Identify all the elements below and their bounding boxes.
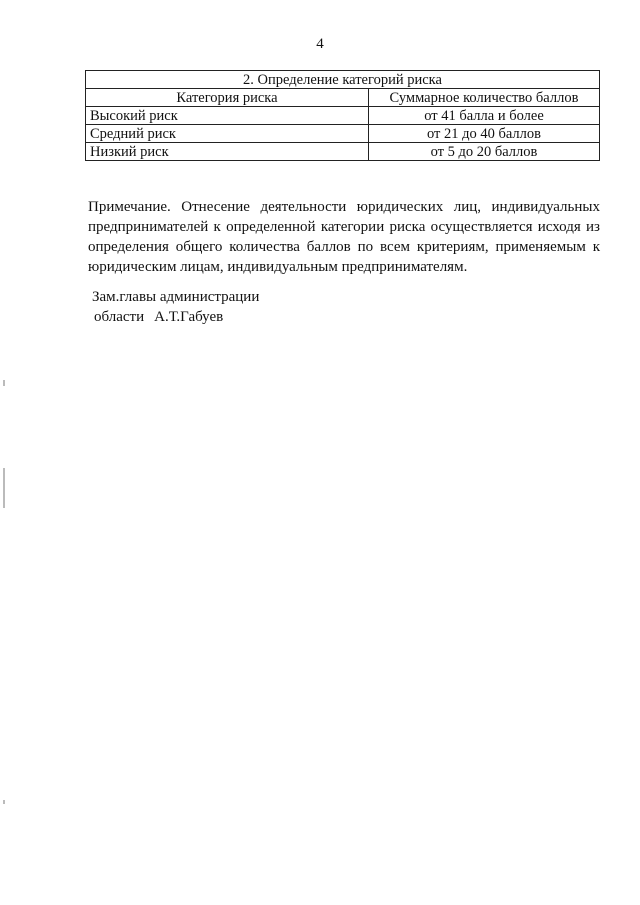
risk-points-cell: от 21 до 40 баллов (369, 125, 600, 143)
page-number: 4 (316, 36, 324, 52)
risk-category-cell: Низкий риск (86, 143, 369, 161)
column-header-points: Суммарное количество баллов (369, 89, 600, 107)
risk-category-cell: Средний риск (86, 125, 369, 143)
risk-points-cell: от 41 балла и более (369, 107, 600, 125)
risk-category-cell: Высокий риск (86, 107, 369, 125)
signature-position-line1: Зам.главы администрации (92, 289, 260, 305)
table-row (86, 125, 600, 143)
signer-name: А.Т.Габуев (154, 309, 224, 325)
table-title: 2. Определение категорий риска (86, 71, 600, 89)
signature-position-line2: области (94, 309, 145, 325)
table-row (86, 143, 600, 161)
scan-edge-mark (3, 380, 5, 386)
signature-block (92, 287, 259, 327)
risk-points-cell: от 5 до 20 баллов (369, 143, 600, 161)
table-title-row (86, 71, 600, 89)
table-row (86, 107, 600, 125)
scan-edge-mark (3, 468, 5, 508)
table-header-row (86, 89, 600, 107)
scan-edge-mark (3, 800, 5, 804)
risk-category-table (85, 70, 600, 161)
note-paragraph: Примечание. Отнесение деятельности юридических лиц, индивидуальных предпринимателей к определенной категории риска осуществляется исходя из определения общего количества баллов по всем критериям, применяемым к юридическим лицам, индивидуальным предпринимателям. (88, 199, 600, 275)
column-header-category: Категория риска (86, 89, 369, 107)
signature-line2 (92, 307, 259, 327)
